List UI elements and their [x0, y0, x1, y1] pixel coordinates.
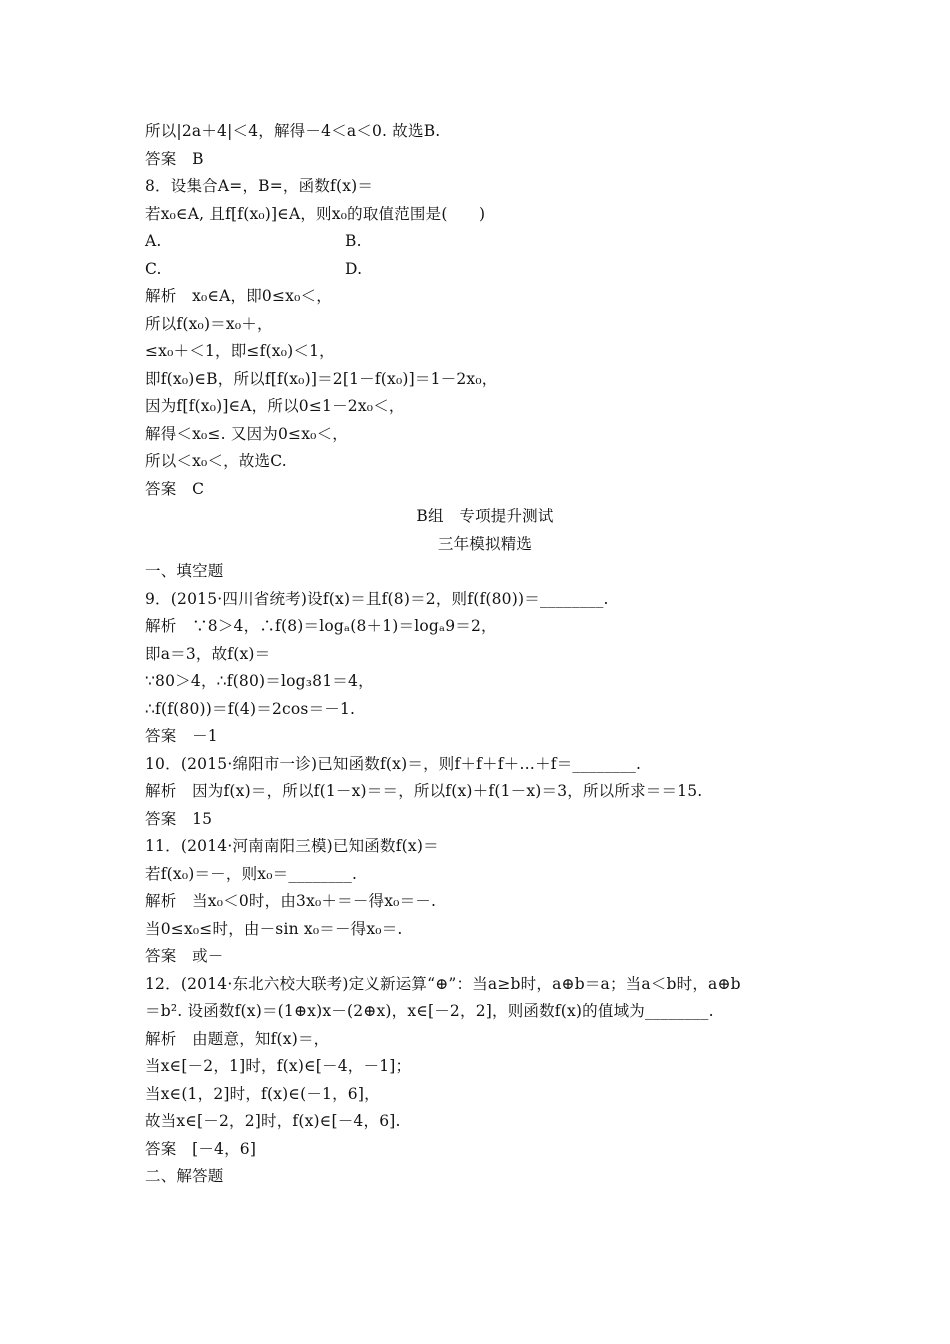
- text-line: 故当x∈[－2，2]时，f(x)∈[－4，6].: [145, 1112, 401, 1130]
- text-line: 当x∈(1，2]时，f(x)∈(－1，6]，: [145, 1084, 380, 1103]
- text-line: 即a＝3，故f(x)＝: [145, 644, 271, 663]
- options-row: [145, 256, 825, 284]
- part-heading: 一、填空题: [145, 562, 224, 580]
- text-line: 当0≤x₀≤时，由－sin x₀＝－得x₀＝.: [145, 919, 403, 938]
- option-d: D.: [345, 259, 363, 278]
- text-line: ＝b². 设函数f(x)＝(1⊕x)x－(2⊕x)，x∈[－2，2]，则函数f(x)的值域为________.: [145, 1002, 714, 1020]
- text-line: 因为f[f(x₀)]∈A，所以0≤1－2x₀＜，: [145, 397, 405, 415]
- answer-line: 答案 或－: [145, 947, 224, 965]
- text-line: ∵80＞4，∴f(80)＝log₃81＝4，: [145, 672, 374, 690]
- answer-line: 答案 B: [145, 149, 204, 168]
- answer-line: 答案 C: [145, 479, 205, 498]
- text-line: 解得＜x₀≤. 又因为0≤x₀＜，: [145, 424, 349, 443]
- text-line: 解析 由题意，知f(x)＝，: [145, 1029, 330, 1048]
- question-8: 8．设集合A=，B=，函数f(x)＝: [145, 177, 374, 195]
- text-line: 解析 ∵8＞4，∴f(8)＝logₐ(8＋1)＝logₐ9＝2，: [145, 617, 497, 635]
- document-body: [145, 118, 825, 1191]
- text-line: 当x∈[－2，1]时，f(x)∈[－4，－1]；: [145, 1057, 412, 1075]
- option-c: C.: [145, 259, 162, 278]
- answer-line: 答案 －1: [145, 727, 218, 745]
- text-line: 即f(x₀)∈B，所以f[f(x₀)]＝2[1－f(x₀)]＝1－2x₀，: [145, 369, 498, 388]
- option-b: B.: [345, 232, 362, 250]
- text-line: 解析 因为f(x)＝，所以f(1－x)＝＝，所以f(x)＋f(1－x)＝3，所以所求＝＝15.: [145, 782, 703, 800]
- question-12: 12．(2014·东北六校大联考)定义新运算“⊕”：当a≥b时，a⊕b＝a；当a＜b时，a⊕b: [145, 974, 741, 993]
- question-10: 10．(2015·绵阳市一诊)已知函数f(x)＝，则f＋f＋f＋…＋f＝________.: [145, 754, 642, 773]
- text-line: ∴f(f(80))＝f(4)＝2cos＝－1.: [145, 699, 356, 718]
- answer-line: 答案 15: [145, 809, 213, 828]
- question-9: 9．(2015·四川省统考)设f(x)＝且f(8)＝2，则f(f(80))＝________.: [145, 589, 609, 608]
- option-a: A.: [145, 232, 162, 250]
- text-line: 所以|2a＋4|＜4，解得－4＜a＜0. 故选B.: [145, 122, 441, 140]
- text-line: 若f(x₀)＝－，则x₀＝________.: [145, 864, 358, 883]
- text-line: 所以f(x₀)＝x₀＋，: [145, 314, 273, 333]
- text-line: 解析 当x₀＜0时，由3x₀＋＝－得x₀＝－.: [145, 892, 437, 910]
- options-row: [145, 228, 825, 256]
- text-line: 解析 x₀∈A，即0≤x₀＜，: [145, 287, 332, 305]
- section-subheading: 三年模拟精选: [437, 534, 533, 553]
- text-line: 所以＜x₀＜，故选C.: [145, 452, 287, 470]
- question-8-condition: 若x₀∈A, 且f[f(x₀)]∈A，则x₀的取值范围是( ): [145, 204, 486, 223]
- section-heading: B组 专项提升测试: [416, 507, 554, 525]
- text-line: ≤x₀＋＜1，即≤f(x₀)＜1，: [145, 342, 335, 360]
- answer-line: 答案 [－4，6]: [145, 1139, 257, 1158]
- question-11: 11．(2014·河南南阳三模)已知函数f(x)＝: [145, 837, 439, 855]
- part-heading: 二、解答题: [145, 1167, 224, 1185]
